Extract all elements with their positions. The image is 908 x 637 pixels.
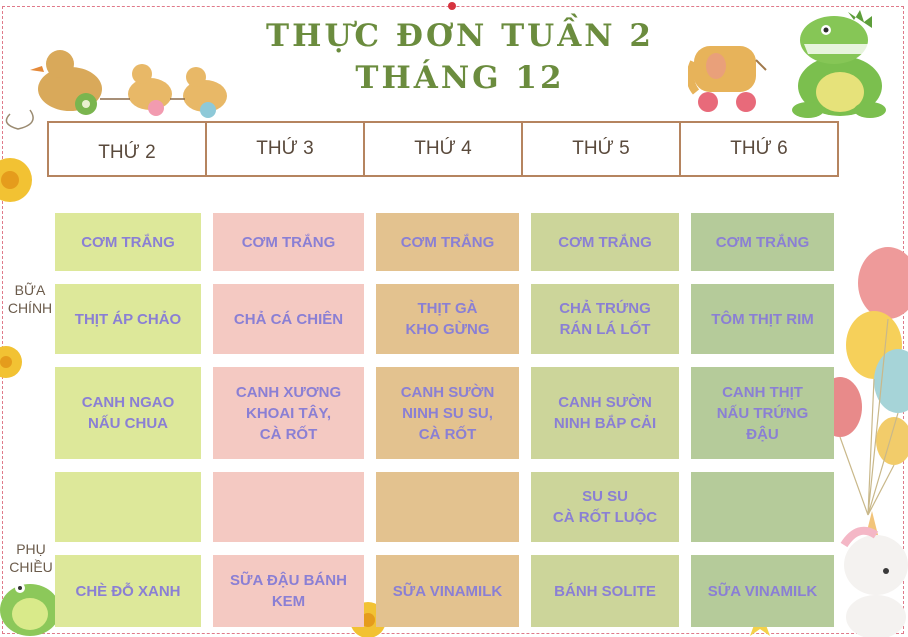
menu-cell-rice-thu: CƠM TRẮNG: [531, 213, 679, 271]
main-meal-label: BỮA CHÍNH: [7, 282, 53, 316]
menu-cell-snack-thu: BÁNH SOLITE: [531, 555, 679, 627]
menu-cell-soup-thu: CANH SƯỜN NINH BẮP CẢI: [531, 367, 679, 459]
menu-cell-rice-wed: CƠM TRẮNG: [376, 213, 519, 271]
yellow-flower-illustration: [0, 140, 36, 220]
menu-cell-main-dish-tue: CHẢ CÁ CHIÊN: [213, 284, 364, 354]
menu-cell-main-dish-thu: CHẢ TRỨNG RÁN LÁ LỐT: [531, 284, 679, 354]
menu-cell-snack-fri: SỮA VINAMILK: [691, 555, 834, 627]
menu-cell-side-dish-mon: [55, 472, 201, 542]
menu-cell-soup-wed: CANH SƯỜN NINH SU SU, CÀ RỐT: [376, 367, 519, 459]
menu-cell-snack-wed: SỮA VINAMILK: [376, 555, 519, 627]
menu-cell-snack-tue: SỮA ĐẬU BÁNH KEM: [213, 555, 364, 627]
day-header-wed: THỨ 4: [363, 123, 521, 175]
menu-cell-side-dish-thu: SU SU CÀ RỐT LUỘC: [531, 472, 679, 542]
elephant-toy-illustration: [688, 40, 774, 116]
menu-subtitle: THÁNG 12: [355, 60, 565, 96]
menu-cell-main-dish-wed: THỊT GÀ KHO GỪNG: [376, 284, 519, 354]
menu-cell-soup-fri: CANH THỊT NẤU TRỨNG ĐẬU: [691, 367, 834, 459]
yellow-flower-small-illustration: [0, 340, 26, 384]
menu-cell-side-dish-wed: [376, 472, 519, 542]
days-header-row: [47, 121, 839, 177]
day-header-mon: THỨ 2: [98, 142, 156, 163]
menu-cell-soup-tue: CANH XƯƠNG KHOAI TÂY, CÀ RỐT: [213, 367, 364, 459]
unicorn-illustration: [832, 505, 908, 637]
dinosaur-toy-illustration: [778, 6, 906, 120]
menu-cell-snack-mon: CHÈ ĐỖ XANH: [55, 555, 201, 627]
menu-title: THỰC ĐƠN TUẦN 2: [266, 18, 654, 54]
day-header-thu: THỨ 5: [521, 123, 679, 175]
day-header-fri: THỨ 6: [679, 123, 837, 175]
menu-cell-main-dish-mon: THỊT ÁP CHẢO: [55, 284, 201, 354]
afternoon-meal-label: PHỤ CHIỀU: [9, 541, 53, 575]
menu-cell-side-dish-tue: [213, 472, 364, 542]
menu-cell-rice-fri: CƠM TRẮNG: [691, 213, 834, 271]
day-header-tue: THỨ 3: [205, 123, 363, 175]
menu-cell-soup-mon: CANH NGAO NẤU CHUA: [55, 367, 201, 459]
selection-handle[interactable]: [448, 2, 456, 10]
menu-cell-main-dish-fri: TÔM THỊT RIM: [691, 284, 834, 354]
menu-cell-side-dish-fri: [691, 472, 834, 542]
menu-cell-rice-tue: CƠM TRẮNG: [213, 213, 364, 271]
menu-cell-rice-mon: CƠM TRẮNG: [55, 213, 201, 271]
